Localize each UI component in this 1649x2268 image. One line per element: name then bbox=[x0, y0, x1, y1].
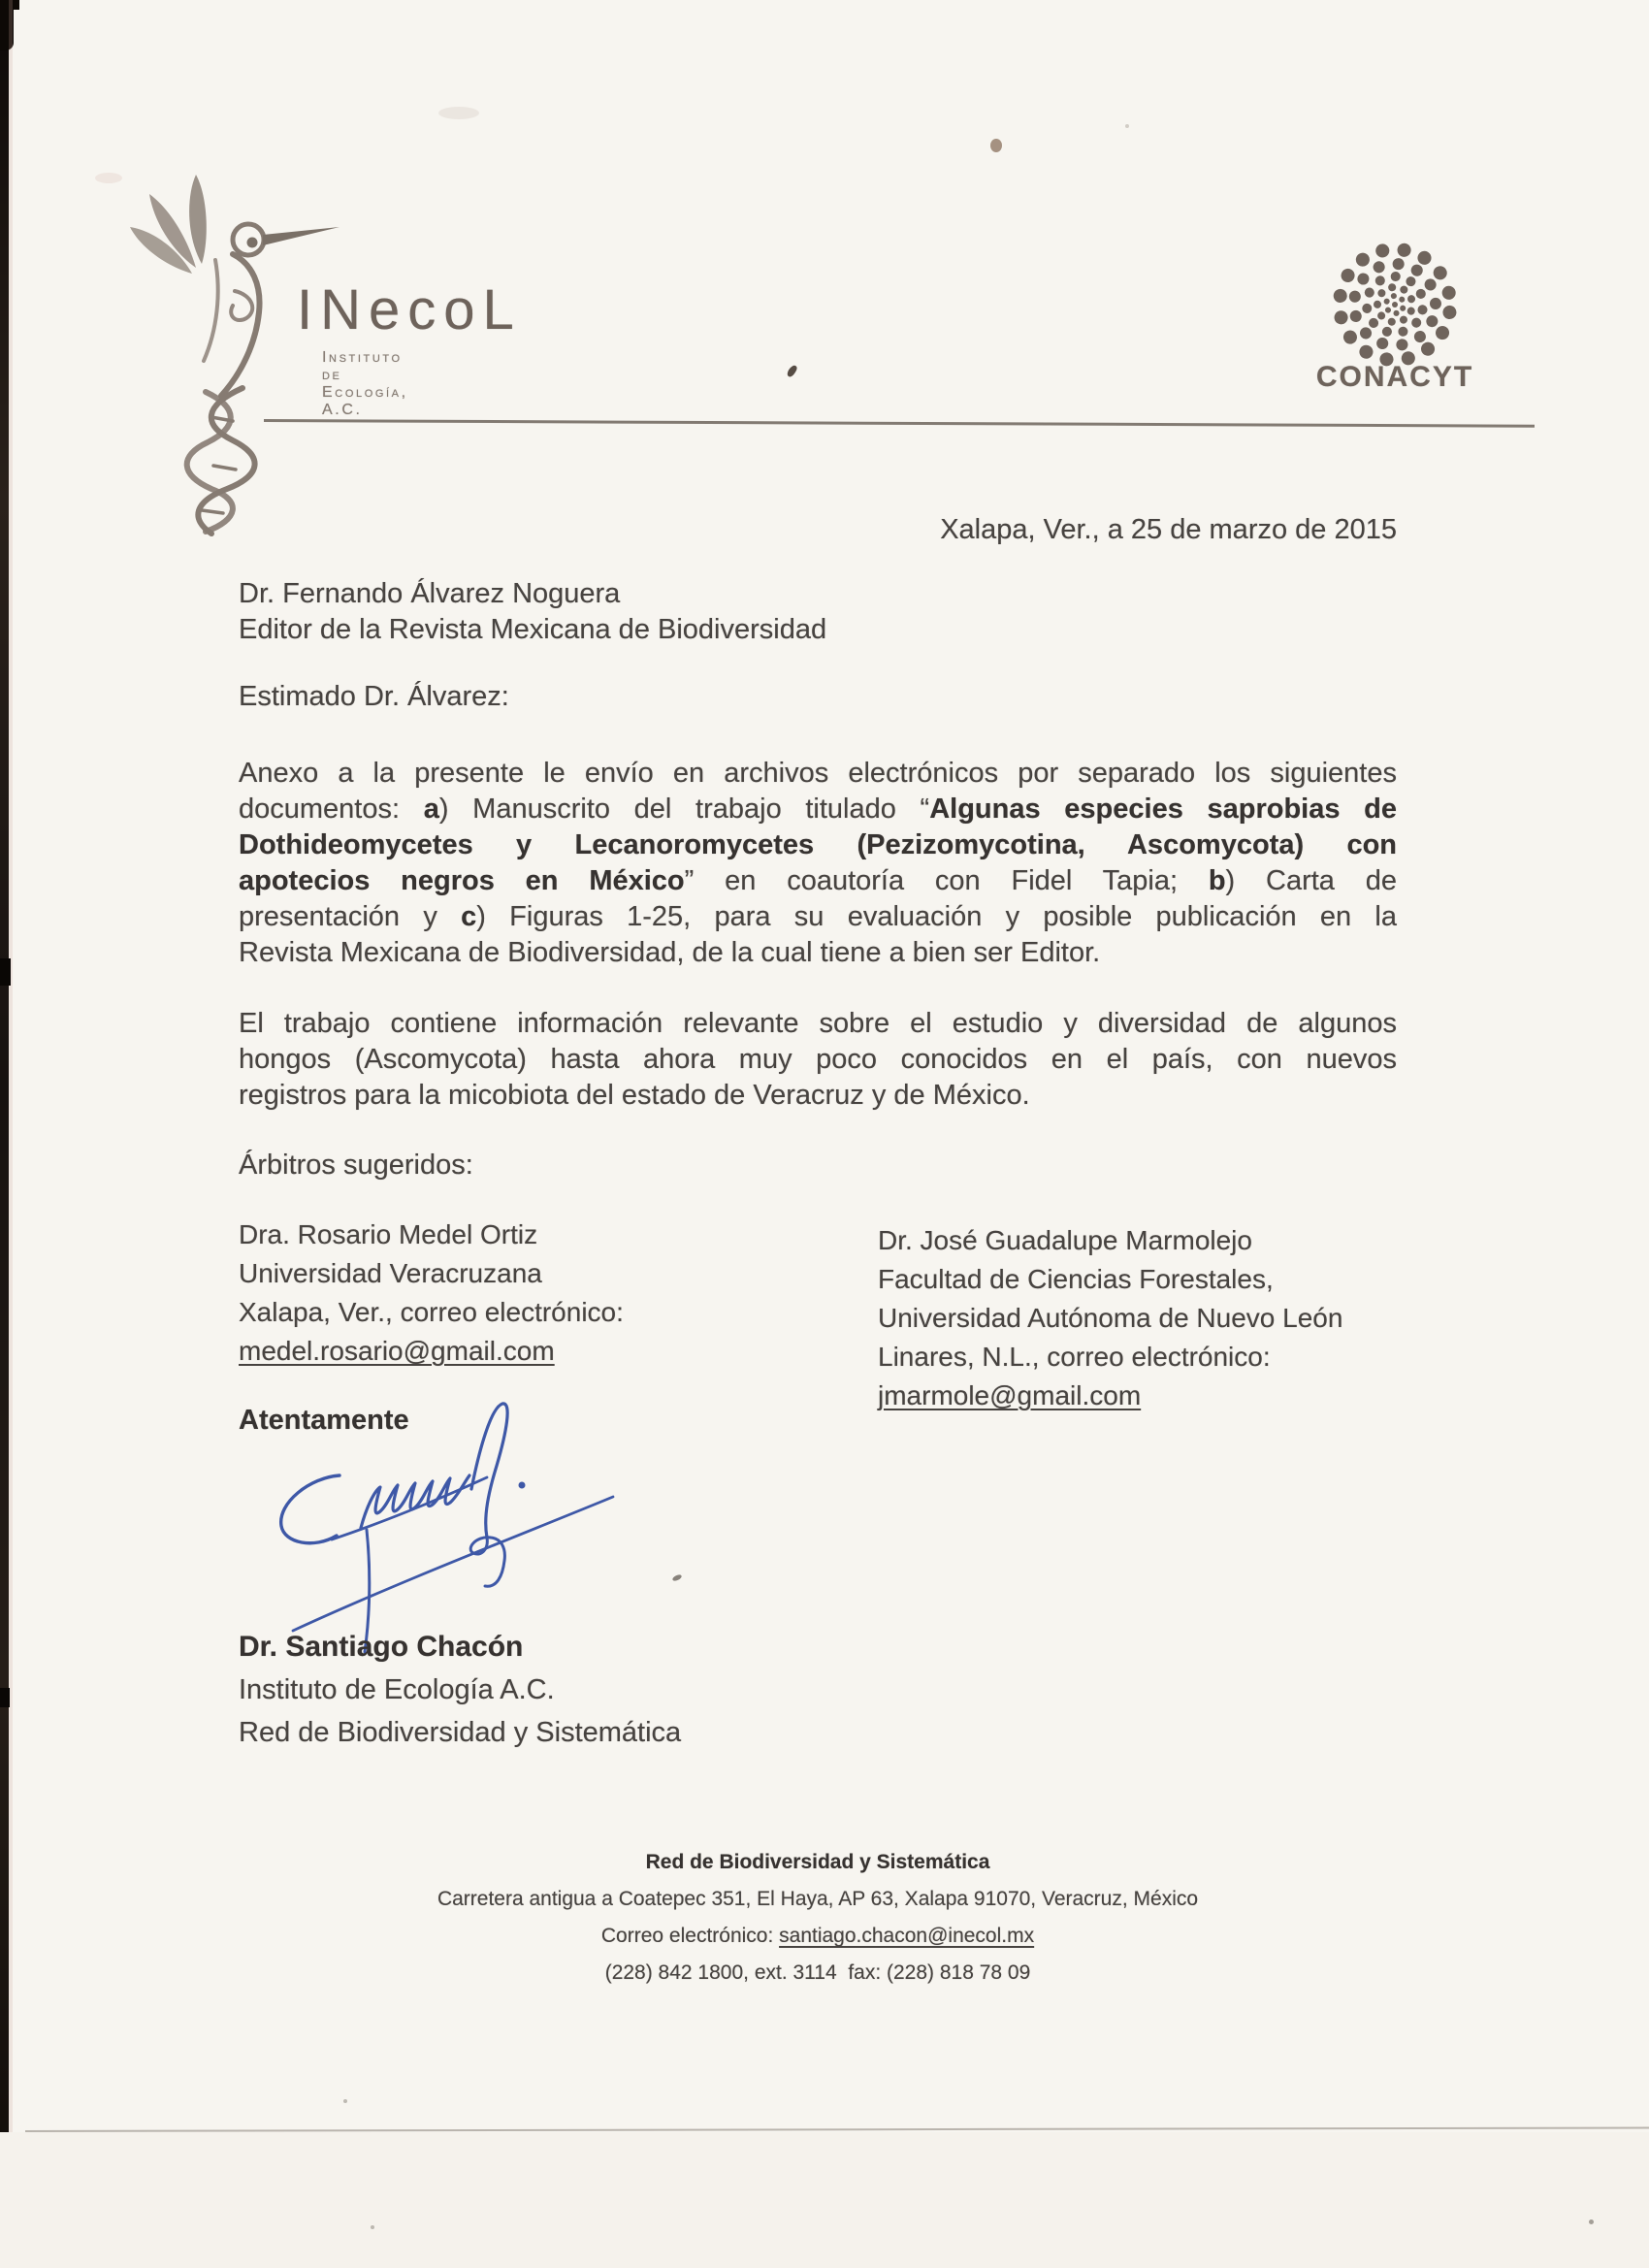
text-line: hongos (Ascomycota) hasta ahora muy poco conocidos en el país, con nuevos bbox=[239, 1044, 1397, 1075]
text-line: documentos: a) Manuscrito del trabajo titulado “Algunas especies saprobias de bbox=[239, 794, 1397, 825]
scan-edge-artifact bbox=[0, 958, 11, 986]
scan-edge-artifact bbox=[0, 1688, 10, 1707]
scan-speck bbox=[1125, 124, 1129, 128]
signer-block bbox=[239, 1626, 681, 1754]
scan-left-edge-artifact bbox=[0, 0, 9, 2268]
referee-card-right bbox=[878, 1221, 1342, 1415]
text-line: jmarmole@gmail.com bbox=[878, 1380, 1142, 1410]
text-line: Universidad Autónoma de Nuevo León bbox=[878, 1303, 1343, 1333]
scan-speck bbox=[786, 364, 798, 378]
scan-speck bbox=[990, 139, 1002, 152]
scan-edge-shadow bbox=[9, 0, 13, 2268]
text-line: Editor de la Revista Mexicana de Biodiversidad bbox=[239, 614, 827, 645]
scan-speck bbox=[371, 2225, 374, 2229]
body-paragraph-2 bbox=[239, 1006, 1397, 1114]
inecol-wordmark: INecoL bbox=[297, 278, 522, 341]
text-line: Universidad Veracruzana bbox=[239, 1258, 542, 1288]
text-line: Dr. José Guadalupe Marmolejo bbox=[878, 1225, 1252, 1255]
footer-block bbox=[239, 1844, 1397, 1992]
salutation: Estimado Dr. Álvarez: bbox=[239, 681, 509, 712]
scan-speck bbox=[438, 107, 479, 119]
referees-heading: Árbitros sugeridos: bbox=[239, 1150, 473, 1181]
scanner-background bbox=[0, 2132, 1649, 2268]
text-line: Dr. Fernando Álvarez Noguera bbox=[239, 578, 621, 609]
inecol-tagline: Instituto de Ecología, A.C. bbox=[322, 349, 408, 418]
text-line: Instituto de Ecología A.C. bbox=[239, 1674, 555, 1705]
text-line: Red de Biodiversidad y Sistemática bbox=[239, 1717, 682, 1748]
scan-speck bbox=[343, 2099, 347, 2103]
text-line: Anexo a la presente le envío en archivos electrónicos por separado los siguientes bbox=[239, 758, 1397, 789]
text-line: apotecios negros en México” en coautoría con Fidel Tapia; b) Carta de bbox=[239, 865, 1397, 896]
text-line: El trabajo contiene información relevante sobre el estudio y diversidad de algunos bbox=[239, 1008, 1397, 1039]
text-line: Carretera antigua a Coatepec 351, El Haya, AP 63, Xalapa 91070, Veracruz, México bbox=[436, 1888, 1199, 1910]
closing-word: Atentamente bbox=[239, 1405, 409, 1436]
text-line: Red de Biodiversidad y Sistemática bbox=[645, 1851, 990, 1873]
referee-card-left bbox=[239, 1215, 624, 1371]
recipient-block bbox=[239, 576, 826, 648]
text-line: Correo electrónico: santiago.chacon@inecol.mx bbox=[600, 1925, 1035, 1947]
text-line: presentación y c) Figuras 1-25, para su evaluación y posible publicación en la bbox=[239, 901, 1397, 932]
text-line: Linares, N.L., correo electrónico: bbox=[878, 1342, 1271, 1372]
conacyt-spiral-icon bbox=[1321, 233, 1469, 380]
scan-speck bbox=[1589, 2219, 1594, 2224]
text-line: Dra. Rosario Medel Ortiz bbox=[239, 1219, 538, 1249]
text-line: Dr. Santiago Chacón bbox=[239, 1631, 524, 1663]
header-divider-line bbox=[264, 419, 1535, 428]
text-line: (228) 842 1800, ext. 3114 fax: (228) 818 78 09 bbox=[604, 1961, 1031, 1984]
conacyt-wordmark: CONACYT bbox=[1315, 361, 1474, 393]
text-line: Dothideomycetes y Lecanoromycetes (Pezizomycotina, Ascomycota) con bbox=[239, 829, 1397, 860]
text-line: Facultad de Ciencias Forestales, bbox=[878, 1264, 1274, 1294]
text-line: registros para la micobiota del estado de Veracruz y de México. bbox=[239, 1080, 1030, 1111]
date-line: Xalapa, Ver., a 25 de marzo de 2015 bbox=[940, 514, 1397, 545]
text-line: medel.rosario@gmail.com bbox=[239, 1336, 555, 1366]
text-line: Xalapa, Ver., correo electrónico: bbox=[239, 1297, 624, 1327]
body-paragraph-1 bbox=[239, 756, 1397, 971]
text-line: Revista Mexicana de Biodiversidad, de la cual tiene a bien ser Editor. bbox=[239, 937, 1101, 968]
